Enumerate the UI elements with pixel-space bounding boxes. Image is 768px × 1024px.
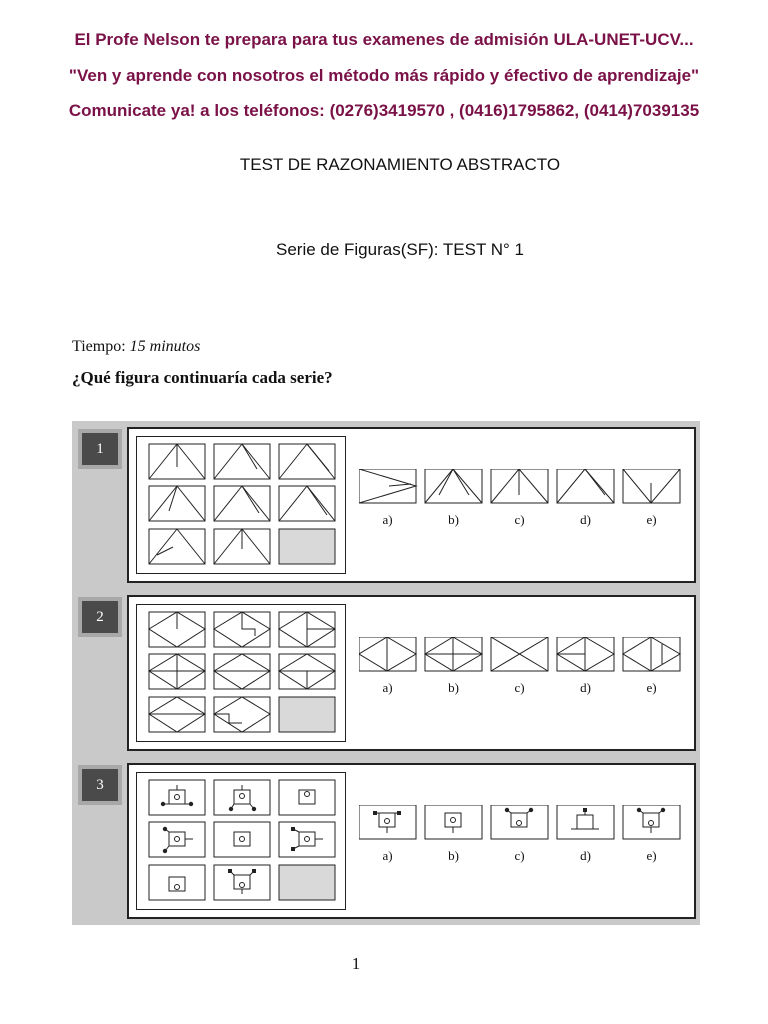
option-label-c: c): [514, 848, 525, 863]
figure-matrix-drawing: [137, 605, 344, 740]
option-label-a: a): [382, 848, 393, 863]
option-label-b: b): [448, 512, 459, 527]
option-label-b: b): [448, 848, 459, 863]
figure-matrix-drawing: [137, 773, 344, 908]
figure-matrix: [136, 772, 346, 910]
option-label-e: e): [646, 512, 657, 527]
options-drawing: [359, 469, 689, 509]
option-label-c: c): [514, 512, 525, 527]
test-title: TEST DE RAZONAMIENTO ABSTRACTO: [239, 155, 561, 174]
problem-2: [72, 589, 700, 755]
problem-box: [127, 763, 696, 919]
options-drawing: [359, 805, 689, 845]
problem-3: [72, 757, 700, 923]
answer-options: [359, 469, 689, 527]
series-title: Serie de Figuras(SF): TEST N° 1: [275, 240, 525, 259]
option-label-b: b): [448, 680, 459, 695]
problem-box: [127, 595, 696, 751]
option-label-c: c): [514, 680, 525, 695]
option-label-d: d): [580, 848, 591, 863]
problem-number-badge: 3: [78, 765, 122, 805]
page-number: 1: [351, 954, 361, 973]
time-label: Tiempo:: [72, 338, 126, 355]
time-limit: [72, 338, 200, 356]
problem-box: [127, 427, 696, 583]
blank-cell: [279, 529, 335, 564]
option-label-d: d): [580, 680, 591, 695]
header-line-3: Comunicate ya! a los teléfonos: (0276)3419570 , (0416)1795862, (0414)7039135: [68, 101, 700, 120]
time-value: 15 minutos: [129, 338, 201, 355]
problem-1: [72, 421, 700, 587]
blank-cell: [279, 697, 335, 732]
problems-panel: [72, 421, 700, 925]
answer-options: [359, 637, 689, 695]
header-line-2: "Ven y aprende con nosotros el método más rápido y éfectivo de aprendizaje": [68, 66, 700, 85]
option-label-a: a): [382, 512, 393, 527]
blank-cell: [279, 865, 335, 900]
problem-number-badge: 2: [78, 597, 122, 637]
question: ¿Qué figura continuaría cada serie?: [72, 368, 333, 387]
problem-number-badge: 1: [78, 429, 122, 469]
options-drawing: [359, 637, 689, 677]
option-label-e: e): [646, 848, 657, 863]
figure-matrix: [136, 604, 346, 742]
answer-options: [359, 805, 689, 863]
figure-matrix-drawing: [137, 437, 344, 572]
option-label-e: e): [646, 680, 657, 695]
figure-matrix: [136, 436, 346, 574]
header-line-1: El Profe Nelson te prepara para tus examenes de admisión ULA-UNET-UCV...: [74, 30, 694, 49]
option-label-a: a): [382, 680, 393, 695]
option-label-d: d): [580, 512, 591, 527]
